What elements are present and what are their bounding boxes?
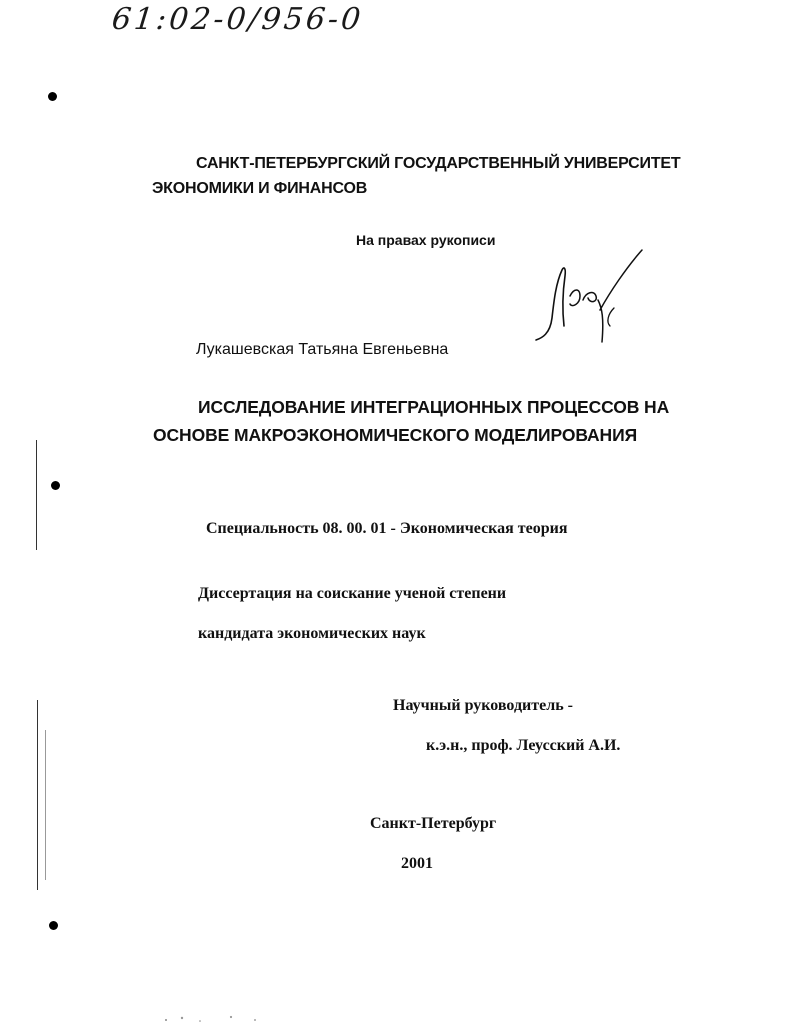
university-name-line1: САНКТ-ПЕТЕРБУРГСКИЙ ГОСУДАРСТВЕННЫЙ УНИВЕРСИТЕТ: [196, 155, 681, 172]
supervisor-label: Научный руководитель -: [393, 697, 573, 714]
scan-noise: [160, 1012, 270, 1024]
binding-hole-mark: [49, 921, 58, 930]
degree-line1: Диссертация на соискание ученой степени: [198, 585, 507, 602]
margin-scan-line: [37, 700, 38, 890]
supervisor-name: к.э.н., проф. Леусский А.И.: [426, 737, 621, 754]
binding-hole-mark: [48, 92, 57, 101]
year: 2001: [401, 855, 433, 872]
specialty-line: Специальность 08. 00. 01 - Экономическая теория: [206, 520, 568, 537]
margin-scan-line: [45, 730, 46, 880]
dissertation-title-line1: ИССЛЕДОВАНИЕ ИНТЕГРАЦИОННЫХ ПРОЦЕССОВ НА: [198, 397, 670, 417]
handwritten-signature: [528, 248, 653, 348]
dissertation-title-line2: ОСНОВЕ МАКРОЭКОНОМИЧЕСКОГО МОДЕЛИРОВАНИЯ: [153, 425, 638, 445]
archive-code: 61:02-0/956-0: [110, 2, 366, 37]
manuscript-rights-note: На правах рукописи: [356, 232, 496, 248]
city: Санкт-Петербург: [370, 815, 497, 832]
binding-hole-mark: [51, 481, 60, 490]
university-name-line2: ЭКОНОМИКИ И ФИНАНСОВ: [152, 180, 368, 197]
margin-scan-line: [36, 440, 37, 550]
degree-line2: кандидата экономических наук: [198, 625, 426, 642]
author-name: Лукашевская Татьяна Евгеньевна: [196, 341, 449, 358]
